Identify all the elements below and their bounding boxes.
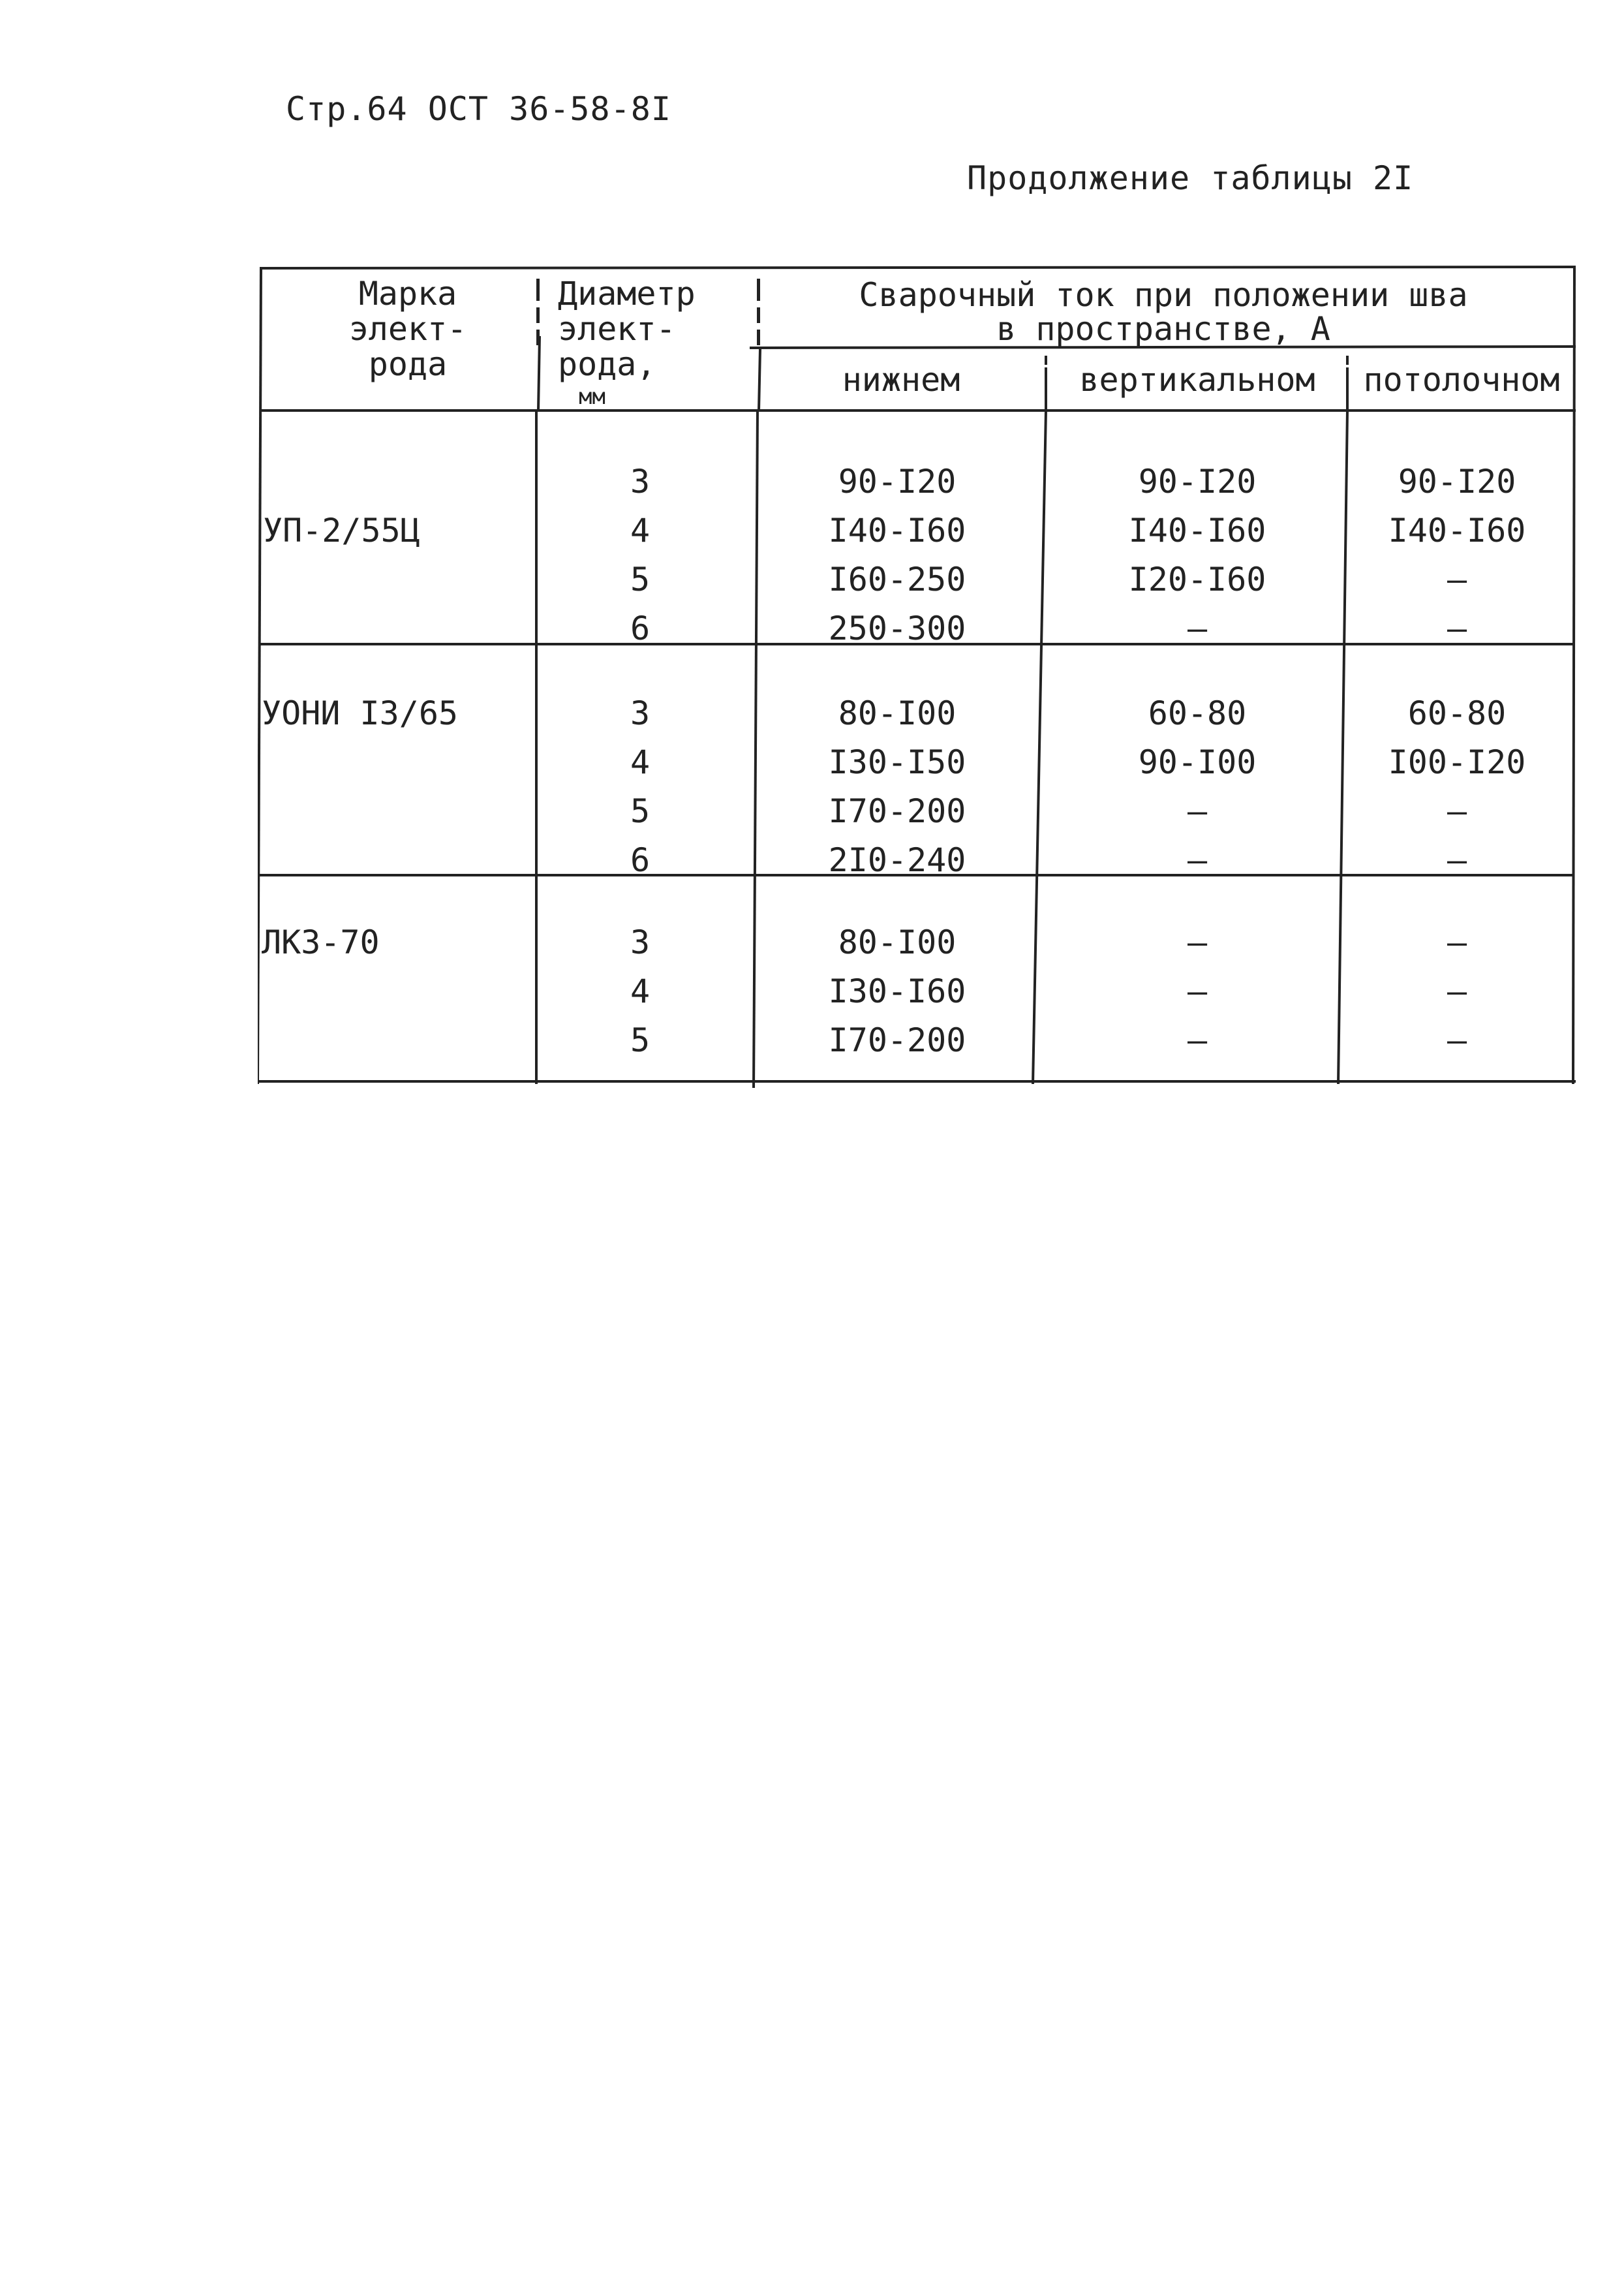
lower-current-cell: 90-I20 <box>838 463 957 501</box>
diameter-cell: 4 <box>630 972 651 1010</box>
ceiling-current-cell: I00-I20 <box>1388 743 1526 781</box>
header-position-ceiling: потолочном <box>1363 361 1560 399</box>
lower-current-cell: I70-200 <box>828 792 966 830</box>
header-brand-line-3: рода <box>368 345 448 383</box>
vertical-current-cell: I20-I60 <box>1128 561 1266 598</box>
lower-current-cell: 250-300 <box>828 610 966 647</box>
header-diameter-line-3: рода, <box>558 345 656 383</box>
brand-cell: УОНИ I3/65 <box>262 694 459 732</box>
diameter-cell: 3 <box>630 694 651 732</box>
lower-current-cell: I70-200 <box>828 1021 966 1059</box>
header-diameter-unit: мм <box>579 384 605 410</box>
vertical-current-cell: I40-I60 <box>1128 512 1266 550</box>
ceiling-current-cell: – <box>1447 841 1467 879</box>
header-position-lower: нижнем <box>842 361 960 399</box>
vertical-current-cell: 60-80 <box>1148 694 1247 732</box>
brand-cell: ЛКЗ-70 <box>262 923 380 961</box>
ceiling-current-cell: – <box>1447 972 1467 1010</box>
diameter-cell: 5 <box>630 1021 651 1059</box>
diameter-cell: 4 <box>630 512 651 550</box>
header-diameter-line-1: Диаметр <box>558 275 696 313</box>
lower-current-cell: I60-250 <box>828 561 966 598</box>
vertical-current-cell: – <box>1187 923 1208 961</box>
lower-current-cell: I30-I60 <box>828 972 966 1010</box>
ceiling-current-cell: 90-I20 <box>1398 463 1516 501</box>
header-brand-line-2: элект- <box>348 310 467 348</box>
ceiling-current-cell: – <box>1447 792 1467 830</box>
vertical-current-cell: – <box>1187 841 1208 879</box>
diameter-cell: 3 <box>630 923 651 961</box>
ceiling-current-cell: I40-I60 <box>1388 512 1526 550</box>
header-current-line-2: в пространстве, А <box>996 310 1330 348</box>
header-diameter-line-2: элект- <box>558 310 676 348</box>
lower-current-cell: I30-I50 <box>828 743 966 781</box>
vertical-current-cell: – <box>1187 972 1208 1010</box>
vertical-current-cell: – <box>1187 1021 1208 1059</box>
table-continuation-caption: Продолжение таблицы 2I <box>967 159 1414 197</box>
page-header: Стр.64 ОСТ 36-58-8I <box>286 90 671 128</box>
header-current-line-1: Сварочный ток при положении шва <box>859 276 1468 314</box>
vertical-current-cell: 90-I00 <box>1138 743 1257 781</box>
lower-current-cell: 2I0-240 <box>828 841 966 879</box>
diameter-cell: 5 <box>630 792 651 830</box>
ceiling-current-cell: – <box>1447 1021 1467 1059</box>
header-position-vertical: вертикальном <box>1079 361 1315 399</box>
diameter-cell: 3 <box>630 463 651 501</box>
diameter-cell: 6 <box>630 610 651 647</box>
vertical-current-cell: – <box>1187 792 1208 830</box>
welding-current-table <box>258 264 1578 1088</box>
vertical-current-cell: 90-I20 <box>1138 463 1257 501</box>
lower-current-cell: 80-I00 <box>838 923 957 961</box>
ceiling-current-cell: 60-80 <box>1407 694 1507 732</box>
diameter-cell: 5 <box>630 561 651 598</box>
lower-current-cell: I40-I60 <box>828 512 966 550</box>
vertical-current-cell: – <box>1187 610 1208 647</box>
ceiling-current-cell: – <box>1447 923 1467 961</box>
diameter-cell: 4 <box>630 743 651 781</box>
brand-cell: УП-2/55Ц <box>263 512 420 550</box>
lower-current-cell: 80-I00 <box>838 694 957 732</box>
ceiling-current-cell: – <box>1447 610 1467 647</box>
header-brand-line-1: Марка <box>358 275 457 313</box>
diameter-cell: 6 <box>630 841 651 879</box>
ceiling-current-cell: – <box>1447 561 1467 598</box>
